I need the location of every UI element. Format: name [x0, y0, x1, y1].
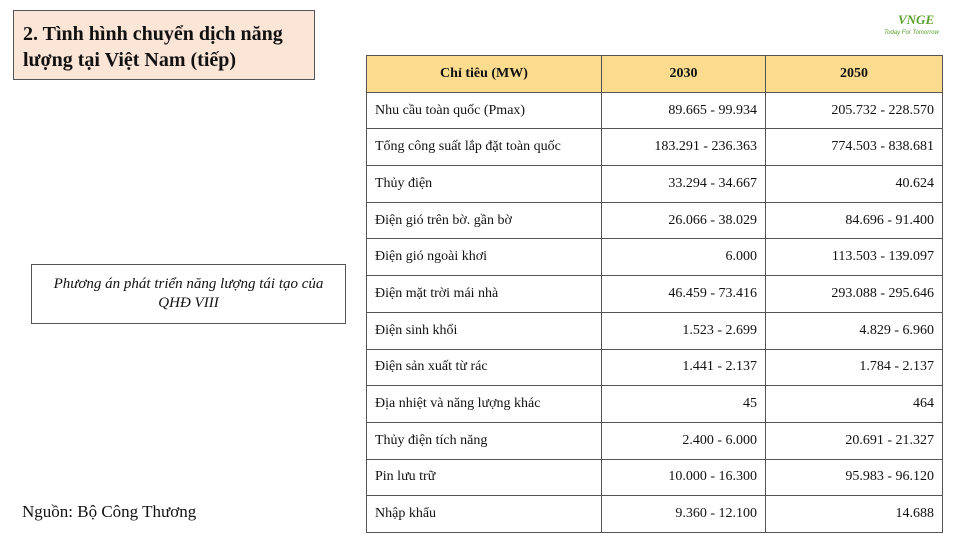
- table-row: [367, 92, 943, 129]
- source-citation: Nguồn: Bộ Công Thương: [22, 502, 197, 521]
- row-label: Thủy điện tích năng: [367, 422, 602, 459]
- value-2050: 40.624: [766, 166, 943, 203]
- table-row: [367, 129, 943, 166]
- slide-title-line-1: 2. Tình hình chuyển dịch năng: [23, 23, 283, 45]
- caption-line-2: QHĐ VIII: [158, 295, 219, 311]
- value-2030: 9.360 - 12.100: [602, 496, 766, 533]
- table-row: [367, 239, 943, 276]
- row-label: Thủy điện: [367, 166, 602, 203]
- value-2030: 10.000 - 16.300: [602, 459, 766, 496]
- table-row: [367, 422, 943, 459]
- value-2050: 14.688: [766, 496, 943, 533]
- value-2030: 1.523 - 2.699: [602, 312, 766, 349]
- value-2030: 183.291 - 236.363: [602, 129, 766, 166]
- row-label: Nhu cầu toàn quốc (Pmax): [367, 92, 602, 129]
- table-row: [367, 312, 943, 349]
- value-2030: 6.000: [602, 239, 766, 276]
- header-indicator: Chỉ tiêu (MW): [367, 56, 602, 93]
- header-2050: 2050: [766, 56, 943, 93]
- row-label: Nhập khẩu: [367, 496, 602, 533]
- value-2030: 89.665 - 99.934: [602, 92, 766, 129]
- slide-title: [13, 10, 315, 80]
- row-label: Điện mặt trời mái nhà: [367, 276, 602, 313]
- value-2050: 84.696 - 91.400: [766, 202, 943, 239]
- value-2050: 464: [766, 386, 943, 423]
- table-row: [367, 166, 943, 203]
- row-label: Tổng công suất lắp đặt toàn quốc: [367, 129, 602, 166]
- value-2050: 95.983 - 96.120: [766, 459, 943, 496]
- energy-capacity-table: [366, 55, 943, 533]
- value-2050: 293.088 - 295.646: [766, 276, 943, 313]
- value-2030: 46.459 - 73.416: [602, 276, 766, 313]
- table-row: [367, 386, 943, 423]
- table-row: [367, 459, 943, 496]
- row-label: Điện sinh khối: [367, 312, 602, 349]
- table-row: [367, 496, 943, 533]
- value-2030: 1.441 - 2.137: [602, 349, 766, 386]
- table-header-row: [367, 56, 943, 93]
- table-row: [367, 202, 943, 239]
- value-2050: 20.691 - 21.327: [766, 422, 943, 459]
- caption-box: [31, 264, 346, 324]
- row-label: Điện sản xuất từ rác: [367, 349, 602, 386]
- brand-logo: [884, 12, 954, 40]
- value-2030: 45: [602, 386, 766, 423]
- value-2030: 33.294 - 34.667: [602, 166, 766, 203]
- value-2050: 4.829 - 6.960: [766, 312, 943, 349]
- logo-tagline: Today For Tomorrow: [884, 30, 939, 36]
- row-label: Điện gió trên bờ. gần bờ: [367, 202, 602, 239]
- value-2050: 113.503 - 139.097: [766, 239, 943, 276]
- value-2050: 774.503 - 838.681: [766, 129, 943, 166]
- table-row: [367, 349, 943, 386]
- value-2030: 26.066 - 38.029: [602, 202, 766, 239]
- row-label: Pin lưu trữ: [367, 459, 602, 496]
- row-label: Điện gió ngoài khơi: [367, 239, 602, 276]
- table-row: [367, 276, 943, 313]
- caption-line-1: Phương án phát triển năng lượng tái tạo của: [53, 276, 324, 292]
- header-2030: 2030: [602, 56, 766, 93]
- slide-title-line-2: lượng tại Việt Nam (tiếp): [23, 49, 237, 71]
- value-2030: 2.400 - 6.000: [602, 422, 766, 459]
- value-2050: 205.732 - 228.570: [766, 92, 943, 129]
- row-label: Địa nhiệt và năng lượng khác: [367, 386, 602, 423]
- logo-mark: VNGE: [898, 12, 935, 27]
- value-2050: 1.784 - 2.137: [766, 349, 943, 386]
